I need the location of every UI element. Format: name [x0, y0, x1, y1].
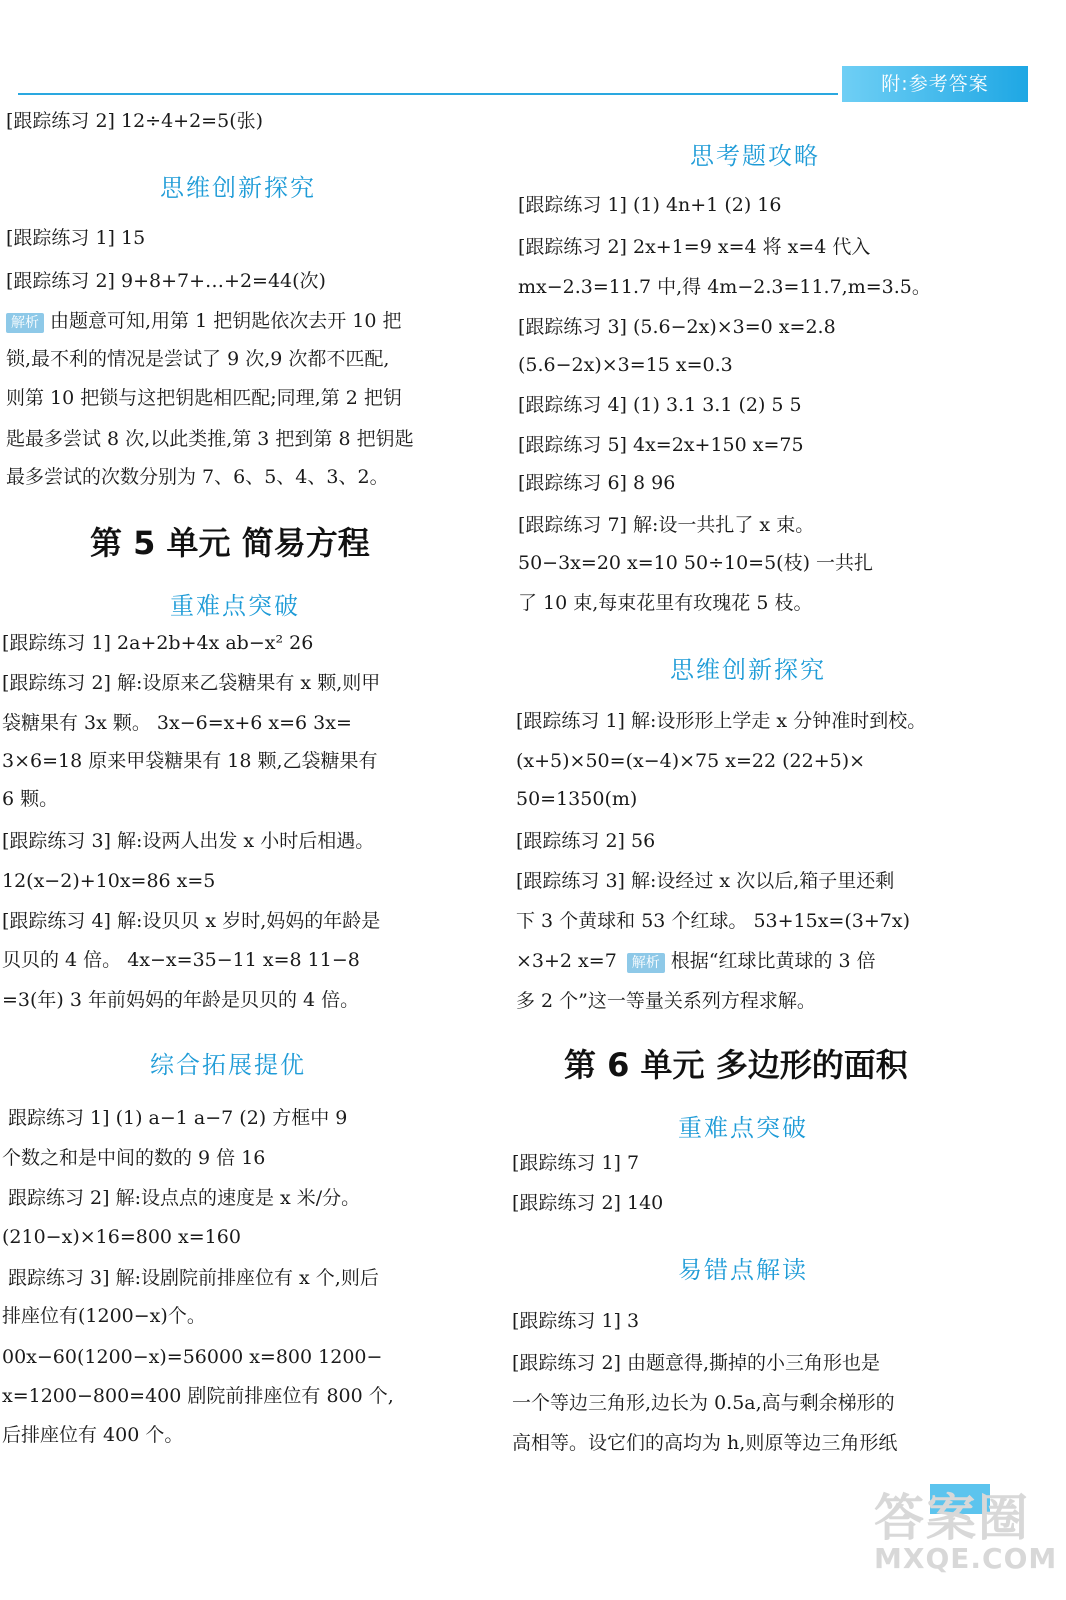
answer-line: 袋糖果有 3x 颗。 3x−6=x+6 x=6 3x= — [2, 712, 352, 734]
header-title: 附:参考答案 — [842, 66, 1028, 102]
answer-line: [跟踪练习 2] 2x+1=9 x=4 将 x=4 代入 — [518, 236, 871, 258]
answer-line: 匙最多尝试 8 次,以此类推,第 3 把到第 8 把钥匙 — [6, 428, 414, 450]
analysis-line — [516, 948, 876, 974]
answer-line: [跟踪练习 3] 解:设两人出发 x 小时后相遇。 — [2, 830, 375, 852]
analysis-prefix: ×3+2 x=7 — [516, 950, 617, 972]
answer-line: [跟踪练习 2] 9+8+7+…+2=44(次) — [6, 270, 326, 292]
answer-line: 跟踪练习 2] 解:设点点的速度是 x 米/分。 — [8, 1187, 361, 1209]
answer-line: 个数之和是中间的数的 9 倍 16 — [2, 1147, 266, 1169]
unit-heading: 第 5 单元 简易方程 — [90, 524, 370, 562]
answer-line: [跟踪练习 2] 12÷4+2=5(张) — [6, 110, 264, 132]
answer-line: [跟踪练习 1] 7 — [512, 1152, 640, 1174]
answer-line: [跟踪练习 2] 解:设原来乙袋糖果有 x 颗,则甲 — [2, 672, 381, 694]
answer-line: 了 10 束,每束花里有玫瑰花 5 枝。 — [518, 592, 813, 614]
answer-line: [跟踪练习 2] 140 — [512, 1192, 664, 1214]
answer-line: [跟踪练习 1] (1) 4n+1 (2) 16 — [518, 194, 782, 216]
answer-line: (210−x)×16=800 x=160 — [2, 1226, 241, 1248]
section-heading: 易错点解读 — [678, 1256, 808, 1284]
analysis-tag: 解析 — [627, 953, 665, 973]
analysis-text: 根据“红球比黄球的 3 倍 — [670, 950, 876, 972]
analysis-line — [6, 308, 401, 334]
answer-line: 跟踪练习 1] (1) a−1 a−7 (2) 方框中 9 — [8, 1107, 348, 1129]
answer-line: (5.6−2x)×3=15 x=0.3 — [518, 354, 733, 376]
answer-line: 锁,最不利的情况是尝试了 9 次,9 次都不匹配, — [6, 348, 390, 370]
answer-line: (x+5)×50=(x−4)×75 x=22 (22+5)× — [516, 750, 866, 772]
answer-line: [跟踪练习 1] 3 — [512, 1310, 640, 1332]
answer-line: [跟踪练习 3] (5.6−2x)×3=0 x=2.8 — [518, 316, 836, 338]
answer-line: 一个等边三角形,边长为 0.5a,高与剩余梯形的 — [512, 1392, 895, 1414]
answer-line: 后排座位有 400 个。 — [2, 1424, 184, 1446]
answer-line: mx−2.3=11.7 中,得 4m−2.3=11.7,m=3.5。 — [518, 276, 931, 298]
answer-line: =3(年) 3 年前妈妈的年龄是贝贝的 4 倍。 — [2, 989, 360, 1011]
analysis-tag: 解析 — [6, 313, 44, 333]
answer-line: 00x−60(1200−x)=56000 x=800 1200− — [2, 1346, 383, 1368]
answer-line: 高相等。设它们的高均为 h,则原等边三角形纸 — [512, 1432, 898, 1454]
section-heading: 重难点突破 — [678, 1114, 808, 1142]
answer-line: 多 2 个”这一等量关系列方程求解。 — [516, 990, 816, 1012]
section-heading: 综合拓展提优 — [150, 1051, 306, 1079]
answer-line: [跟踪练习 6] 8 96 — [518, 472, 676, 494]
answer-line: 排座位有(1200−x)个。 — [2, 1305, 206, 1327]
answer-line: 下 3 个黄球和 53 个红球。 53+15x=(3+7x) — [516, 910, 911, 932]
watermark-logo — [868, 1478, 1058, 1588]
answer-line: x=1200−800=400 剧院前排座位有 800 个, — [2, 1385, 394, 1407]
answer-line: [跟踪练习 2] 由题意得,撕掉的小三角形也是 — [512, 1352, 881, 1374]
analysis-text: 由题意可知,用第 1 把钥匙依次去开 10 把 — [50, 310, 402, 332]
answer-line: [跟踪练习 2] 56 — [516, 830, 656, 852]
answer-line: 50=1350(m) — [516, 788, 638, 810]
answer-line: 最多尝试的次数分别为 7、6、5、4、3、2。 — [6, 466, 389, 488]
section-heading: 思维创新探究 — [670, 656, 826, 684]
answer-line: 则第 10 把锁与这把钥匙相匹配;同理,第 2 把钥 — [6, 387, 402, 409]
answer-line: [跟踪练习 1] 15 — [6, 227, 146, 249]
answer-line: 跟踪练习 3] 解:设剧院前排座位有 x 个,则后 — [8, 1267, 379, 1289]
watermark-text: 答案圈 — [874, 1489, 1030, 1547]
answer-line: 3×6=18 原来甲袋糖果有 18 颗,乙袋糖果有 — [2, 750, 378, 772]
answer-line: [跟踪练习 7] 解:设一共扎了 x 束。 — [518, 514, 815, 536]
header-rule — [18, 93, 838, 95]
section-heading: 思考题攻略 — [690, 142, 820, 170]
watermark-url: MXQE.COM — [874, 1542, 1058, 1575]
answer-line: 50−3x=20 x=10 50÷10=5(枝) 一共扎 — [518, 552, 874, 574]
answer-line: 12(x−2)+10x=86 x=5 — [2, 870, 216, 892]
answer-line: [跟踪练习 4] (1) 3.1 3.1 (2) 5 5 — [518, 394, 802, 416]
unit-heading: 第 6 单元 多边形的面积 — [564, 1046, 908, 1084]
answer-line: [跟踪练习 5] 4x=2x+150 x=75 — [518, 434, 804, 456]
section-heading: 思维创新探究 — [160, 174, 316, 202]
answer-line: [跟踪练习 3] 解:设经过 x 次以后,箱子里还剩 — [516, 870, 895, 892]
answer-line: 6 颗。 — [2, 788, 59, 810]
section-heading: 重难点突破 — [170, 592, 300, 620]
answer-line: [跟踪练习 1] 2a+2b+4x ab−x² 26 — [2, 632, 314, 654]
answer-line: [跟踪练习 4] 解:设贝贝 x 岁时,妈妈的年龄是 — [2, 910, 381, 932]
answer-line: 贝贝的 4 倍。 4x−x=35−11 x=8 11−8 — [2, 949, 360, 971]
answer-line: [跟踪练习 1] 解:设形形上学走 x 分钟准时到校。 — [516, 710, 927, 732]
